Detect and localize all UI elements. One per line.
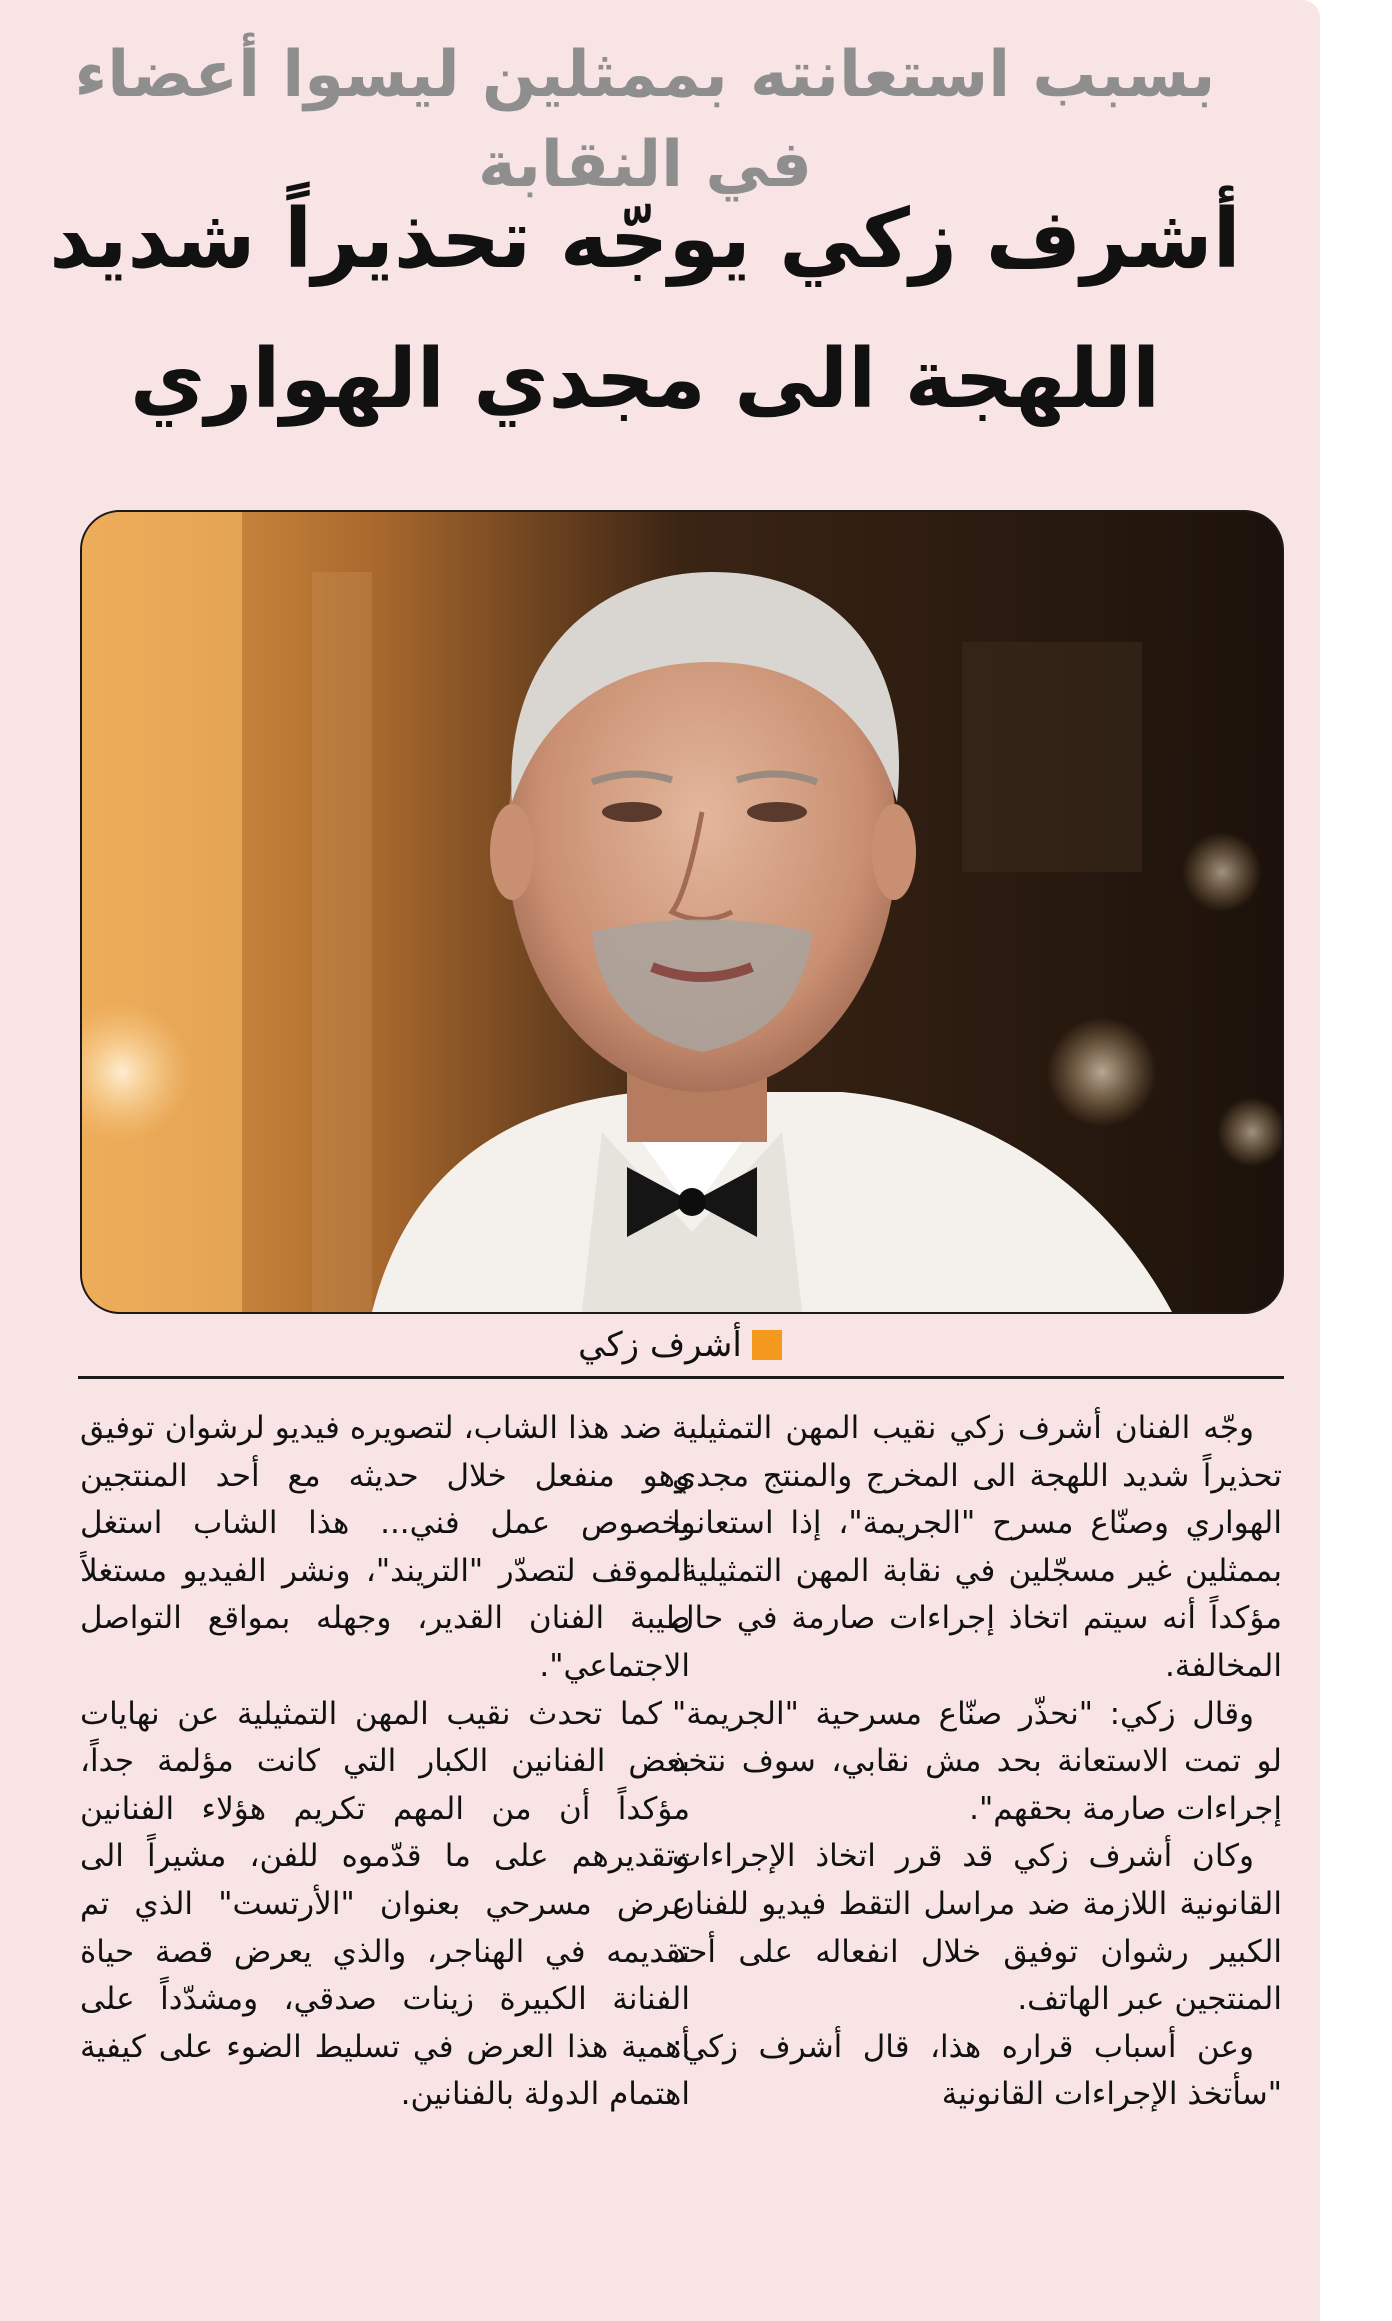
headline-line-2: اللهجة الى مجدي الهواري [129, 332, 1161, 427]
divider [78, 1376, 1284, 1379]
article-kicker: بسبب استعانته بممثلين ليسوا أعضاء في النقابة [74, 38, 1216, 202]
paragraph: كما تحدث نقيب المهن التمثيلية عن نهايات بعض الفنانين الكبار التي كانت مؤلمة جداً، مؤكداً أن من المهم تكريم هؤلاء الفنانين وتقديرهم على ما قدّموه للفن، مشيراً الى عرض مسرحي بعنوان "الأرتست" الذي تم تقديمه في الهناجر، والذي يعرض قصة حياة الفنانة الكبيرة زينات صدقي، ومشدّداً على أهمية هذا العرض في تسليط الضوء على كيفية اهتمام الدولة بالفنانين. [80, 1695, 690, 2113]
paragraph: ضد هذا الشاب، لتصويره فيديو لرشوان توفيق وهو منفعل خلال حديثه مع أحد المنتجين بخصوص عمل فني... هذا الشاب استغل الموقف لتصدّر "التريند"، ونشر الفيديو مستغلاً طيبة الفنان القدير، وجهله بمواقع التواصل الاجتماعي". [80, 1410, 690, 1684]
article-photo [80, 510, 1284, 1314]
photo-caption [540, 1320, 820, 1370]
paragraph: وجّه الفنان أشرف زكي نقيب المهن التمثيلية تحذيراً شديد اللهجة الى المخرج والمنتج مجدي الهواري وصنّاع مسرح "الجريمة"، إذا استعانوا بممثلين غير مسجّلين في نقابة المهن التمثيلية، مؤكداً أنه سيتم اتخاذ إجراءات صارمة في حال المخالفة. [672, 1410, 1282, 1684]
article-headline [40, 170, 1250, 450]
paragraph: وعن أسباب قراره هذا، قال أشرف زكي: "سأتخذ الإجراءات القانونية [672, 2028, 1282, 2113]
portrait-illustration [82, 512, 1282, 1312]
headline-line-1: أشرف زكي يوجّه تحذيراً شديد [49, 192, 1241, 287]
paragraph: وكان أشرف زكي قد قرر اتخاذ الإجراءات القانونية اللازمة ضد مراسل التقط فيديو للفنان الكبير رشوان توفيق خلال انفعاله على أحد المنتجين عبر الهاتف. [672, 1838, 1282, 2018]
caption-marker-icon [752, 1330, 782, 1360]
article-column-left [80, 1405, 690, 2315]
paragraph: وقال زكي: "نحذّر صنّاع مسرحية "الجريمة" لو تمت الاستعانة بحد مش نقابي، سوف نتخذ إجراءات صارمة بحقهم". [672, 1695, 1282, 1827]
caption-text: أشرف زكي [578, 1325, 742, 1365]
article-column-right [672, 1405, 1282, 2315]
